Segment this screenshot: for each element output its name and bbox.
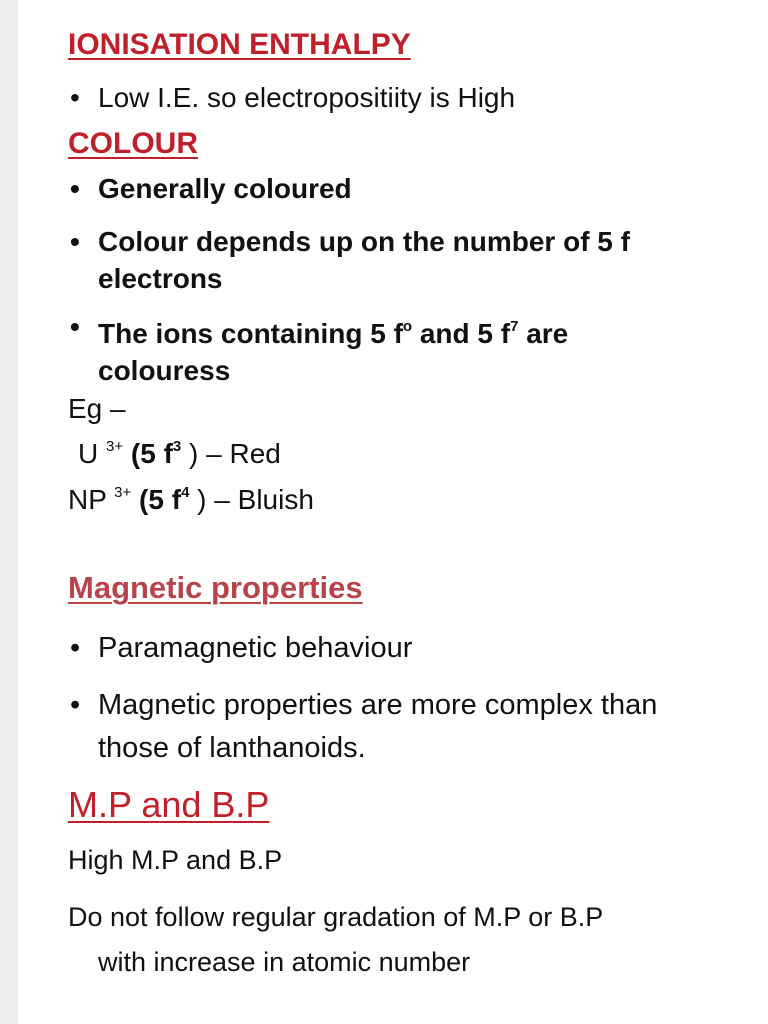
bullet-text-line1: Magnetic properties are more complex than: [98, 689, 658, 721]
bullet-text-line2: electrons: [98, 263, 223, 294]
example-uranium: [78, 438, 281, 470]
heading-magnetic-properties: Magnetic properties: [68, 570, 363, 605]
text-gradation: [68, 895, 738, 985]
ion-colour: – Bluish: [206, 484, 314, 515]
bullet-dot: •: [70, 226, 80, 257]
bullet-text: Paramagnetic behaviour: [98, 632, 413, 664]
heading-ionisation-enthalpy: IONISATION ENTHALPY: [68, 28, 411, 61]
ion-symbol: U: [78, 438, 106, 469]
text-gradation-line2: with increase in atomic number: [98, 947, 471, 977]
bullet-ionisation: [68, 82, 748, 114]
bullet-text-line1: Colour depends up on the number of 5 f: [98, 226, 630, 257]
bullet-dot: •: [70, 689, 81, 721]
ion-config-close: ): [181, 438, 199, 469]
bullet-colour-2: [68, 223, 748, 297]
ions-suffix: are: [518, 318, 569, 349]
bullet-magnetic-1: [68, 632, 748, 665]
heading-mp-bp: M.P and B.P: [68, 784, 270, 825]
ions-sup-1: o: [402, 318, 413, 335]
ion-config-open: (5 f: [123, 438, 173, 469]
example-neptunium: [68, 484, 314, 516]
bullet-text-line2: those of lanthanoids.: [98, 732, 366, 764]
bullet-text: Generally coloured: [98, 173, 352, 204]
bullet-text: Low I.E. so electropositiity is High: [98, 82, 516, 113]
bullet-colour-1: [68, 173, 748, 205]
bullet-dot: •: [70, 82, 80, 113]
example-label: Eg –: [68, 393, 126, 424]
heading-colour: COLOUR: [68, 127, 198, 160]
text-high-mp-bp: High M.P and B.P: [68, 845, 283, 875]
ion-config-open: (5 f: [131, 484, 182, 515]
ion-config-sup: 3: [172, 438, 182, 455]
text-gradation-line1: Do not follow regular gradation of M.P or B.P: [68, 902, 604, 932]
ion-charge: 3+: [114, 484, 132, 501]
bullet-dot: •: [70, 173, 80, 204]
ion-charge: 3+: [106, 438, 124, 455]
ion-symbol: NP: [68, 484, 115, 515]
ion-colour: – Red: [198, 438, 281, 469]
ions-line2: colouress: [98, 355, 231, 386]
ions-prefix: The ions containing 5 f: [98, 318, 403, 349]
bullet-colour-3: [68, 308, 748, 389]
bullet-magnetic-2: [68, 684, 748, 770]
bullet-dot: •: [70, 632, 81, 664]
ion-config-sup: 4: [181, 484, 190, 501]
bullet-dot: •: [70, 311, 80, 342]
ions-mid: and 5 f: [412, 318, 511, 349]
ion-config-close: ): [189, 484, 207, 515]
document-page: [18, 0, 768, 1024]
ions-sup-2: 7: [510, 318, 519, 335]
